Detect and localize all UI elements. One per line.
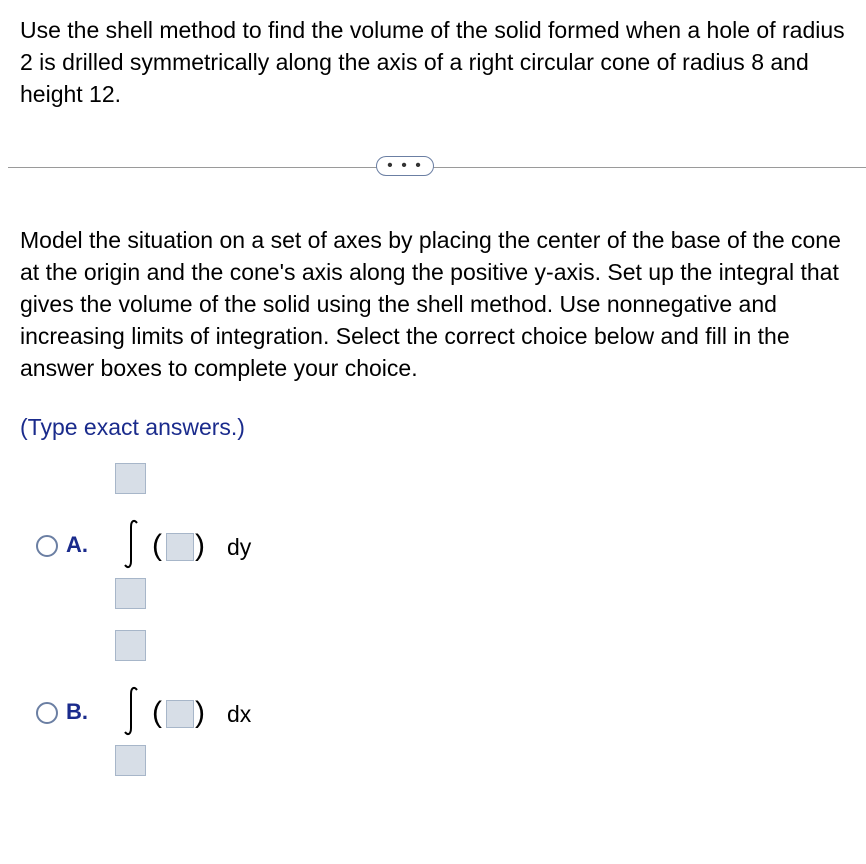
- choice-b: [0, 625, 866, 765]
- expand-more-button[interactable]: • • •: [376, 156, 434, 176]
- choice-a-integrand-input[interactable]: [166, 533, 194, 561]
- choice-a-radio[interactable]: [36, 535, 58, 557]
- choice-a: [0, 458, 866, 598]
- choice-b-radio[interactable]: [36, 702, 58, 724]
- right-paren: ): [195, 696, 205, 729]
- left-paren: (: [152, 696, 162, 729]
- choice-a-differential: dy: [227, 534, 252, 560]
- choice-b-label: B.: [66, 699, 88, 724]
- answer-hint: (Type exact answers.): [20, 414, 245, 440]
- question-text: Use the shell method to find the volume of the solid formed when a hole of radius 2 is drilled symmetrically along the axis of a right circular cone of radius 8 and height 12.: [20, 17, 845, 107]
- choice-b-integrand-input[interactable]: [166, 700, 194, 728]
- choice-a-upper-limit-input[interactable]: [115, 463, 146, 494]
- choice-a-label: A.: [66, 532, 88, 557]
- choice-b-lower-limit-input[interactable]: [115, 745, 146, 776]
- instructions-text: Model the situation on a set of axes by placing the center of the base of the cone at the origin and the cone's axis along the positive y-axis. Set up the integral that gives the volume of the solid using the shell method. Use nonnegative and increasing limits of integration. Select the correct choice below and fill in the answer boxes to complete your choice.: [20, 227, 841, 381]
- section-divider: [8, 167, 866, 168]
- right-paren: ): [195, 529, 205, 562]
- integral-sign-icon: [120, 518, 142, 570]
- choice-b-upper-limit-input[interactable]: [115, 630, 146, 661]
- choice-a-lower-limit-input[interactable]: [115, 578, 146, 609]
- choice-b-differential: dx: [227, 701, 252, 727]
- integral-sign-icon: [120, 685, 142, 737]
- left-paren: (: [152, 529, 162, 562]
